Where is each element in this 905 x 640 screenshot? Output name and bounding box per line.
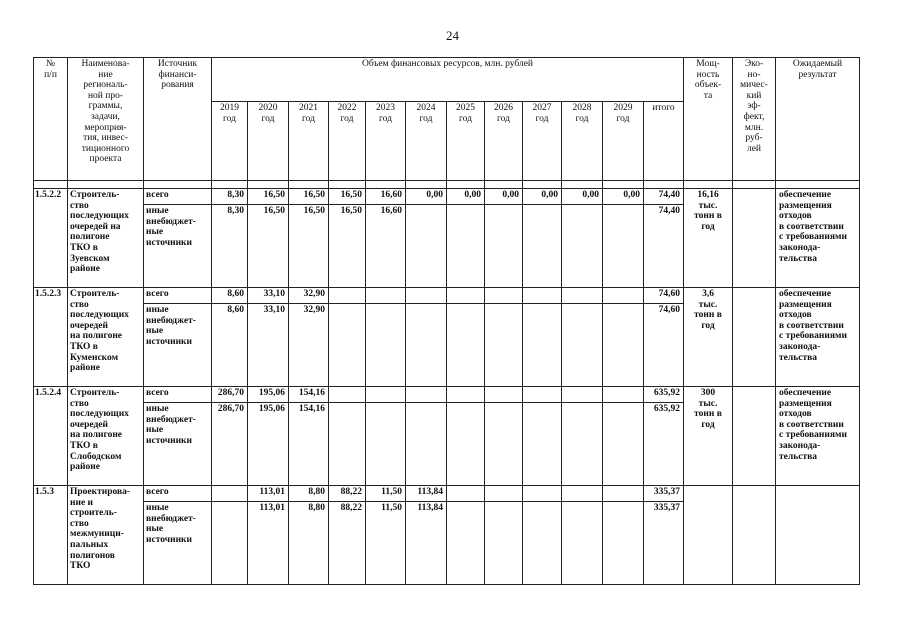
row-source: всего bbox=[144, 189, 212, 205]
row-year-value bbox=[485, 205, 523, 288]
row-year-value: 195,06 bbox=[248, 387, 289, 403]
row-capacity: 16,16 тыс. тонн в год bbox=[684, 189, 733, 288]
table-row bbox=[34, 189, 860, 205]
row-year-value bbox=[523, 205, 562, 288]
row-year-value: 16,50 bbox=[248, 205, 289, 288]
row-year-value bbox=[485, 288, 523, 304]
row-year-value: 154,16 bbox=[289, 387, 329, 403]
row-year-value: 113,84 bbox=[406, 502, 447, 585]
row-year-value bbox=[562, 288, 603, 304]
row-effect bbox=[733, 288, 776, 387]
row-total: 335,37 bbox=[644, 502, 684, 585]
row-year-value: 8,30 bbox=[212, 189, 248, 205]
row-year-value bbox=[603, 403, 644, 486]
table-row bbox=[34, 486, 860, 502]
row-year-value: 154,16 bbox=[289, 403, 329, 486]
row-year-value bbox=[447, 205, 485, 288]
row-year-value bbox=[485, 304, 523, 387]
row-capacity: 3,6 тыс. тонн в год bbox=[684, 288, 733, 387]
row-year-value bbox=[406, 403, 447, 486]
header-year: 2024 год bbox=[406, 102, 447, 181]
row-year-value bbox=[406, 304, 447, 387]
row-source: иные внебюджет- ные источники bbox=[144, 205, 212, 288]
row-total: 74,40 bbox=[644, 189, 684, 205]
row-year-value: 113,01 bbox=[248, 486, 289, 502]
row-year-value: 113,01 bbox=[248, 502, 289, 585]
row-source: иные внебюджет- ные источники bbox=[144, 304, 212, 387]
row-year-value: 32,90 bbox=[289, 304, 329, 387]
row-year-value bbox=[485, 403, 523, 486]
row-year-value bbox=[485, 486, 523, 502]
row-year-value bbox=[523, 486, 562, 502]
row-year-value bbox=[603, 304, 644, 387]
header-year: 2020 год bbox=[248, 102, 289, 181]
header-result: Ожидаемый результат bbox=[776, 58, 860, 181]
row-capacity: 300 тыс. тонн в год bbox=[684, 387, 733, 486]
row-source: иные внебюджет- ные источники bbox=[144, 403, 212, 486]
row-year-value: 8,30 bbox=[212, 205, 248, 288]
header-year: 2022 год bbox=[329, 102, 366, 181]
row-effect bbox=[733, 189, 776, 288]
row-year-value bbox=[447, 288, 485, 304]
row-total: 74,60 bbox=[644, 288, 684, 304]
row-year-value bbox=[366, 288, 406, 304]
row-year-value bbox=[603, 486, 644, 502]
row-year-value bbox=[447, 502, 485, 585]
header-total: итого bbox=[644, 102, 684, 181]
row-number: 1.5.2.3 bbox=[34, 288, 68, 387]
row-year-value bbox=[603, 205, 644, 288]
row-year-value: 286,70 bbox=[212, 403, 248, 486]
header-row-group bbox=[34, 58, 860, 102]
row-year-value: 16,60 bbox=[366, 189, 406, 205]
header-source: Источник финанси- рования bbox=[144, 58, 212, 181]
row-total: 635,92 bbox=[644, 387, 684, 403]
row-year-value: 11,50 bbox=[366, 486, 406, 502]
row-year-value bbox=[406, 288, 447, 304]
row-total: 74,40 bbox=[644, 205, 684, 288]
row-year-value bbox=[212, 486, 248, 502]
row-year-value bbox=[366, 403, 406, 486]
row-effect bbox=[733, 387, 776, 486]
row-year-value bbox=[447, 387, 485, 403]
row-result: обеспечение размещения отходов в соответствии с требованиями законода- тельства bbox=[776, 387, 860, 486]
row-year-value: 0,00 bbox=[447, 189, 485, 205]
row-year-value bbox=[523, 387, 562, 403]
table-row bbox=[34, 387, 860, 403]
row-number: 1.5.2.4 bbox=[34, 387, 68, 486]
row-year-value bbox=[562, 486, 603, 502]
header-finance-group: Объем финансовых ресурсов, млн. рублей bbox=[212, 58, 684, 102]
row-capacity bbox=[684, 486, 733, 585]
financing-table bbox=[33, 57, 860, 585]
row-year-value: 16,50 bbox=[329, 205, 366, 288]
row-year-value bbox=[523, 288, 562, 304]
row-year-value: 195,06 bbox=[248, 403, 289, 486]
header-year: 2023 год bbox=[366, 102, 406, 181]
row-year-value bbox=[447, 403, 485, 486]
row-source: всего bbox=[144, 387, 212, 403]
table-row bbox=[34, 288, 860, 304]
row-year-value: 16,50 bbox=[329, 189, 366, 205]
row-effect bbox=[733, 486, 776, 585]
row-year-value: 88,22 bbox=[329, 502, 366, 585]
row-year-value: 8,80 bbox=[289, 486, 329, 502]
header-effect: Эко- но- мичес- кий эф- фект, млн. руб- лей bbox=[733, 58, 776, 181]
row-year-value: 11,50 bbox=[366, 502, 406, 585]
row-result bbox=[776, 486, 860, 585]
row-year-value bbox=[329, 403, 366, 486]
header-year: 2027 год bbox=[523, 102, 562, 181]
row-name: Проектирова- ние и строитель- ство межмуници- пальных полигонов ТКО bbox=[68, 486, 144, 585]
row-year-value bbox=[447, 304, 485, 387]
row-year-value bbox=[447, 486, 485, 502]
header-name: Наименова- ние региональ- ной про- граммы, задачи, мероприя- тия, инвес- тиционного проекта bbox=[68, 58, 144, 181]
row-number: 1.5.3 bbox=[34, 486, 68, 585]
row-name: Строитель- ство последующих очередей на полигоне ТКО в Слободском районе bbox=[68, 387, 144, 486]
row-year-value bbox=[485, 387, 523, 403]
row-year-value bbox=[406, 387, 447, 403]
row-year-value: 8,60 bbox=[212, 304, 248, 387]
header-year: 2025 год bbox=[447, 102, 485, 181]
row-year-value: 16,50 bbox=[289, 205, 329, 288]
row-year-value: 0,00 bbox=[485, 189, 523, 205]
row-year-value: 286,70 bbox=[212, 387, 248, 403]
row-year-value: 88,22 bbox=[329, 486, 366, 502]
row-name: Строитель- ство последующих очередей на полигоне ТКО в Зуевском районе bbox=[68, 189, 144, 288]
header-year: 2028 год bbox=[562, 102, 603, 181]
row-source: всего bbox=[144, 288, 212, 304]
row-year-value bbox=[603, 502, 644, 585]
row-year-value: 33,10 bbox=[248, 304, 289, 387]
table-wrapper bbox=[33, 57, 860, 585]
row-total: 74,60 bbox=[644, 304, 684, 387]
row-year-value bbox=[212, 502, 248, 585]
page-number: 24 bbox=[446, 28, 459, 43]
row-year-value bbox=[485, 502, 523, 585]
header-year: 2029 год bbox=[603, 102, 644, 181]
row-year-value bbox=[329, 288, 366, 304]
header-capacity: Мощ- ность объек- та bbox=[684, 58, 733, 181]
row-year-value bbox=[406, 205, 447, 288]
row-source: всего bbox=[144, 486, 212, 502]
row-year-value bbox=[523, 304, 562, 387]
row-year-value bbox=[523, 502, 562, 585]
row-year-value bbox=[562, 387, 603, 403]
row-result: обеспечение размещения отходов в соответствии с требованиями законода- тельства bbox=[776, 189, 860, 288]
row-year-value: 8,80 bbox=[289, 502, 329, 585]
row-year-value bbox=[562, 304, 603, 387]
header-year: 2021 год bbox=[289, 102, 329, 181]
row-year-value bbox=[329, 387, 366, 403]
row-year-value: 16,50 bbox=[248, 189, 289, 205]
row-year-value: 0,00 bbox=[523, 189, 562, 205]
row-year-value bbox=[366, 304, 406, 387]
row-total: 635,92 bbox=[644, 403, 684, 486]
row-year-value bbox=[329, 304, 366, 387]
row-year-value: 0,00 bbox=[562, 189, 603, 205]
header-year: 2019 год bbox=[212, 102, 248, 181]
row-year-value bbox=[562, 205, 603, 288]
row-year-value: 113,84 bbox=[406, 486, 447, 502]
row-year-value: 0,00 bbox=[603, 189, 644, 205]
row-year-value: 8,60 bbox=[212, 288, 248, 304]
table-body bbox=[34, 181, 860, 585]
row-year-value: 0,00 bbox=[406, 189, 447, 205]
row-number: 1.5.2.2 bbox=[34, 189, 68, 288]
row-name: Строитель- ство последующих очередей на полигоне ТКО в Куменском районе bbox=[68, 288, 144, 387]
row-year-value: 16,60 bbox=[366, 205, 406, 288]
row-result: обеспечение размещения отходов в соответствии с требованиями законода- тельства bbox=[776, 288, 860, 387]
row-source: иные внебюджет- ные источники bbox=[144, 502, 212, 585]
row-year-value bbox=[562, 502, 603, 585]
row-year-value bbox=[603, 387, 644, 403]
spacer-row bbox=[34, 181, 860, 189]
row-year-value bbox=[523, 403, 562, 486]
header-num: № п/п bbox=[34, 58, 68, 181]
row-year-value bbox=[603, 288, 644, 304]
row-year-value bbox=[366, 387, 406, 403]
row-year-value bbox=[562, 403, 603, 486]
row-year-value: 33,10 bbox=[248, 288, 289, 304]
header-year: 2026 год bbox=[485, 102, 523, 181]
row-year-value: 16,50 bbox=[289, 189, 329, 205]
row-total: 335,37 bbox=[644, 486, 684, 502]
row-year-value: 32,90 bbox=[289, 288, 329, 304]
